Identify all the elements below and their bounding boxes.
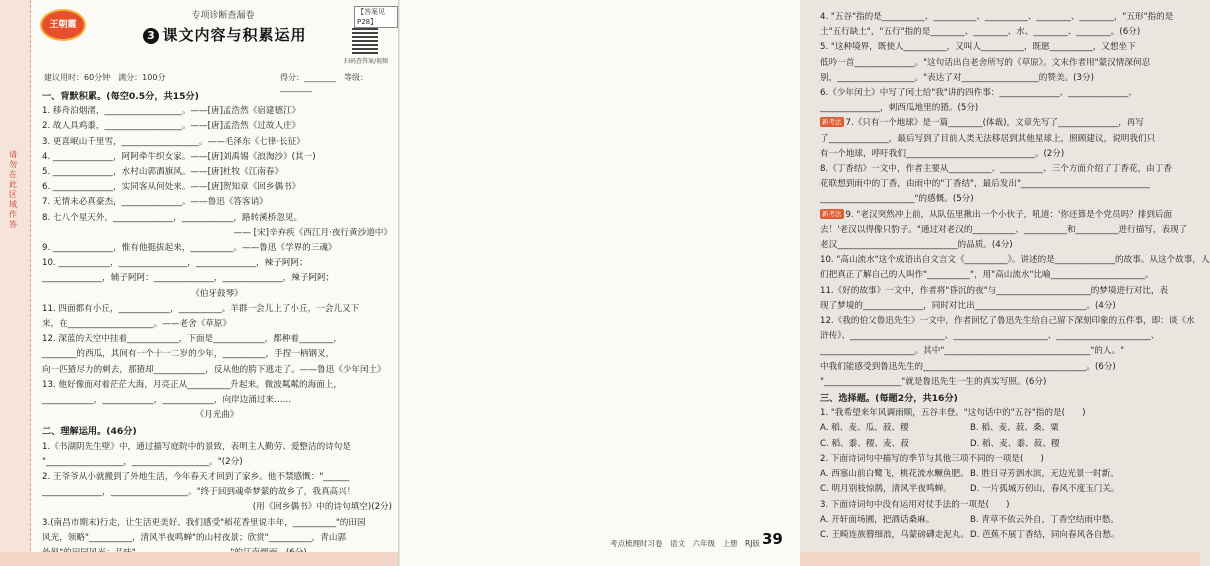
question-line xyxy=(820,406,1180,421)
option-a-c: C. 明月别枝惊鹊，清风半夜鸣蝉。 xyxy=(820,484,952,495)
question-line xyxy=(820,329,1180,344)
question-line xyxy=(820,101,1180,116)
title-number: 3 xyxy=(143,28,159,44)
question-line xyxy=(42,500,392,515)
question-line xyxy=(820,513,1180,528)
question-line xyxy=(42,287,392,302)
line-text: 11. 四面都有小丘，____________，__________。羊群一会儿上了小丘，一会儿又下 xyxy=(42,303,360,314)
left-bottom-band xyxy=(0,552,398,566)
question-line xyxy=(820,223,1188,238)
margin-warning: 请勿在此区域作答 xyxy=(9,150,17,229)
line-text: 5. ______________，水村山郭酒旗风。——[唐]杜牧《江南春》 xyxy=(42,167,284,178)
question-line xyxy=(820,482,1180,497)
line-text: 10. ____________，________________，______________，辣子阿阿； xyxy=(42,258,308,269)
question-line xyxy=(42,531,392,546)
question-line xyxy=(820,344,1180,359)
question-line xyxy=(42,256,392,271)
line-text: 2. 王爷爷从小就搬到了外地生活，今年春天才回到了家乡。他不禁感慨："______ xyxy=(42,472,350,483)
question-line xyxy=(820,25,1180,40)
line-text: 二、理解运用。(46分) xyxy=(42,426,137,438)
line-text: 12. 深蓝的天空中挂着____________，下面是____________，都种着________， xyxy=(42,334,342,345)
binding-margin xyxy=(0,0,31,566)
question-line xyxy=(42,119,392,134)
line-text: 三、选择题。(每题2分，共16分) xyxy=(820,393,958,405)
line-text: "__________________，__________________。"(2分) xyxy=(42,456,243,467)
line-text: 《伯牙鼓琴》 xyxy=(191,288,243,299)
question-line xyxy=(820,192,1180,207)
left-content xyxy=(42,88,392,561)
answer-reference: 【答案见P28】 xyxy=(354,6,398,28)
question-line xyxy=(820,467,1180,482)
line-text: 4. ______________，阿阿牵牛织女家。——[唐]刘禹锡《浪淘沙》(其一) xyxy=(42,151,316,162)
question-line xyxy=(820,56,1180,71)
question-line xyxy=(820,375,1180,390)
title-text: 课文内容与积累运用 xyxy=(162,26,307,44)
line-text: 9. ______________，惟有他挺拔起来，__________。——鲁迅《学界的三魂》 xyxy=(42,243,337,254)
section-heading xyxy=(42,424,392,439)
time-score: 建议用时：60分钟 满分：100分 xyxy=(44,73,166,82)
option-b-d: D. 一片孤城万仞山，春风不度玉门关。 xyxy=(970,484,1120,495)
right-bottom-band xyxy=(800,552,1200,566)
option-a-c: A. 开轩面场圃，把酒话桑麻。 xyxy=(820,514,935,525)
question-line xyxy=(820,299,1180,314)
line-text: 8. 七八个星天外，______________，____________，路转溪桥忽见。 xyxy=(42,212,303,223)
question-line xyxy=(820,10,1180,25)
question-line xyxy=(42,455,392,470)
line-text: 2. 下面诗词句中描写的季节与其他三项不同的一项是( ) xyxy=(820,453,1044,464)
exam-subtitle: 专项诊断查漏卷 xyxy=(191,11,255,21)
line-text: 来，在____________________。——老舍《草原》 xyxy=(42,319,232,330)
line-text: 别，__________________。"表达了对__________________的赞美。(3分) xyxy=(820,72,1094,83)
line-text: 土"五行缺土"，"五行"指的是________、________、水、________、________。(6分) xyxy=(820,27,1141,38)
question-line xyxy=(820,132,1180,147)
line-text: 向一匹猹尽力的刺去，那猹却____________，反从他的胯下逃走了。——鲁迅《少年闰土》 xyxy=(42,364,386,375)
option-b-d: B. 胜日寻芳泗水滨，无边光景一时新。 xyxy=(970,469,1119,480)
question-line xyxy=(820,208,1180,223)
line-text: 6. ______________，实同客从何处来。——[唐]贺知章《回乡偶书》 xyxy=(42,182,301,193)
line-text: 1. 移舟泊烟渚，__________________。——[唐]孟浩然《宿建德江》 xyxy=(42,106,301,117)
question-line xyxy=(42,165,392,180)
right-page xyxy=(400,0,1210,566)
line-text: 5. "这种境界，既使人__________，又叫人__________，既愿__________，又想坐下 xyxy=(820,42,1136,53)
line-text: —— [宋]辛弃疾《西江月·夜行黄沙道中》 xyxy=(233,227,392,238)
question-line xyxy=(820,162,1180,177)
line-text: 去！'老汉以得像只豹子。"通过对老汉的__________、__________和__________进行描写，表现了 xyxy=(820,224,1188,235)
qr-code-icon[interactable] xyxy=(352,28,378,54)
left-page xyxy=(0,0,399,566)
question-line xyxy=(820,528,1180,543)
question-line xyxy=(820,452,1180,467)
question-line xyxy=(820,314,1195,329)
line-text: ______________，刺西瓜地里的猹。(5分) xyxy=(820,103,979,114)
score-level: 得分：________ 等级：________ xyxy=(280,73,368,92)
line-text: "__________________"就是鲁迅先生一生的真实写照。(6分) xyxy=(820,376,1047,387)
line-text: 8.《丁香结》一文中，作者主要从__________、__________、三个方面介绍了丁香花，由丁香 xyxy=(820,164,1172,175)
line-text: 有一个地球，呼吁我们______________________________。(2分) xyxy=(820,148,1065,159)
line-text: 低吟一首______________。"这句话出自老舍所写的《草原》。文末作者用"蒙汉情深何忍 xyxy=(820,57,1151,68)
option-a-c: C. 稻、黍、稷、麦、菽 xyxy=(820,438,909,449)
line-text: 一、背默积累。(每空0.5分，共15分) xyxy=(42,91,199,102)
question-line xyxy=(42,195,392,210)
line-text: ________的西瓜，其间有一个十一二岁的少年，__________，手捏一柄钢叉， xyxy=(42,349,335,360)
line-text: 3.(南昌市期末)行走，让生活更美好。我们感受"稻花香里说丰年，__________"的田园 xyxy=(42,517,366,528)
exam-meta xyxy=(44,72,389,92)
question-line xyxy=(820,498,1180,513)
page-title xyxy=(120,24,330,45)
line-text: 7.《只有一个地球》是一篇________(体裁)，文章先写了______________，再写 xyxy=(845,118,1144,129)
line-text: 中我们能感受到鲁迅先生的______________________________________。(6分) xyxy=(820,361,1116,372)
option-a-c: A. 稻、麦、瓜、菽、稷 xyxy=(820,423,909,434)
brand-logo: 王朝霞 xyxy=(40,9,86,41)
line-text: 10. "高山流水"这个成语出自文言文《__________》。讲述的是______________的故事。从这个故事，人 xyxy=(820,255,1210,266)
line-text: 们把真正了解自己的人叫作"__________"，用"高山流水"比喻______________________。 xyxy=(820,270,1154,281)
question-line xyxy=(42,104,392,119)
line-text: 13. 他好像面对着茫茫大海，月亮正从__________升起来。微波粼粼的海面上， xyxy=(42,379,342,390)
line-text: 花联想到雨中的丁香，由雨中的"丁香结"，最后发出"______________________________ xyxy=(820,179,1150,190)
question-line xyxy=(820,40,1180,55)
line-text: 老汉____________________________的品质。(4分) xyxy=(820,240,1013,251)
line-text: 12.《我的伯父鲁迅先生》一文中，作者回忆了鲁迅先生给自己留下深刻印象的五件事，即：谈《水 xyxy=(820,316,1195,327)
line-text: 11.《好的故事》一文中，作者将"昏沉的夜"与______________________的梦境进行对比，表 xyxy=(820,285,1169,296)
question-line xyxy=(42,393,392,408)
question-line xyxy=(820,268,1180,283)
qr-caption: 扫码查答案/视频 xyxy=(344,58,389,65)
footer-text: 考点梳理时习卷 语文 六年级 上册 RJ版 xyxy=(610,539,760,548)
line-text: ______________，__________________。"终于回到魂牵梦萦的故乡了，我真高兴！ xyxy=(42,487,356,498)
line-text: 3. 下面诗词句中没有运用对仗手法的一项是( ) xyxy=(820,499,1010,510)
option-b-d: D. 稻、麦、黍、菽、稷 xyxy=(970,438,1060,449)
question-line xyxy=(820,284,1180,299)
line-text: 9. "老汉突然冲上前，从队伍里揪出一个小伙子，吼道：'你还算是个党员吗？排到后面 xyxy=(845,209,1173,220)
line-text: 1.《书湖阴先生壁》中，通过描写庭院中的景致，表明主人勤劳、爱整洁的诗句是 xyxy=(42,441,351,452)
line-text: (用《回乡偶书》中的诗句填空)(2分) xyxy=(252,502,392,513)
question-line xyxy=(42,363,392,378)
line-text: 《月光曲》 xyxy=(195,410,239,421)
question-line xyxy=(820,437,1180,452)
line-text: 1. "我希望来年风调雨顺，五谷丰登。"这句话中的"五谷"指的是( ) xyxy=(820,408,1086,419)
question-line xyxy=(820,71,1180,86)
option-b-d: B. 青草不依云外自，丁香空结雨中愁。 xyxy=(970,514,1119,525)
question-line xyxy=(42,226,392,241)
question-line xyxy=(820,116,1180,131)
option-a-c: C. 王畸连族簪细浪，乌蒙磅礴走泥丸。 xyxy=(820,529,969,540)
question-line xyxy=(820,177,1180,192)
line-text: 4. "五谷"指的是__________、__________、__________、________、________，"五形"指的是 xyxy=(820,12,1174,22)
question-line xyxy=(42,440,392,455)
question-line xyxy=(42,347,392,362)
question-line xyxy=(42,485,392,500)
question-line xyxy=(42,302,392,317)
question-line xyxy=(42,332,392,347)
question-line xyxy=(42,378,392,393)
question-line xyxy=(42,150,392,165)
line-text: 3. 更喜岷山千里雪，__________________。——毛泽东《七律·长征》 xyxy=(42,136,305,147)
question-line xyxy=(820,253,1210,268)
line-text: 浒传》、______________________、______________________、______________________、 xyxy=(820,331,1160,342)
question-line xyxy=(42,241,392,256)
new-format-badge: 新考法 xyxy=(822,209,842,218)
section-heading xyxy=(820,391,1180,406)
line-text: 2. 故人具鸡黍，__________________。——[唐]孟浩然《过故人庄》 xyxy=(42,121,301,132)
line-text: 7. 无情未必真豪杰，______________。——鲁迅《答客诮》 xyxy=(42,197,268,208)
line-text: 风光，领略"__________，清风半夜鸣蝉"的山村夜景；欣赏"__________，青山郭 xyxy=(42,532,347,543)
question-line xyxy=(42,317,392,332)
question-line xyxy=(820,360,1180,375)
line-text: ____________，____________，____________，向岸边涌过来…… xyxy=(42,395,292,406)
question-line xyxy=(42,135,392,150)
line-text: 6.《少年闰土》中写了闰土给"我"讲的四件事：______________、______________、 xyxy=(820,88,1137,99)
line-text: 现了梦境的______________，同时对比出__________________________。(4分) xyxy=(820,300,1116,311)
line-text: ______________，辅子阿阿：______________，______________，辣子阿阿； xyxy=(42,273,335,284)
section-heading xyxy=(42,89,392,104)
question-line xyxy=(42,408,392,423)
option-a-c: A. 西塞山前白鹭飞，桃花流水鳜鱼肥。 xyxy=(820,469,969,480)
line-text: ______________________"的感慨。(5分) xyxy=(820,194,974,205)
question-line xyxy=(42,211,392,226)
question-line xyxy=(820,238,1180,253)
question-line xyxy=(42,271,392,286)
question-line xyxy=(820,86,1180,101)
question-line xyxy=(820,147,1180,162)
page-number: 39 xyxy=(762,530,783,548)
question-line xyxy=(42,516,392,531)
right-content xyxy=(820,10,1210,543)
question-line xyxy=(820,421,1180,436)
question-line xyxy=(42,470,392,485)
line-text: ______________________。其中"__________________________________"的人。" xyxy=(820,346,1125,357)
new-format-badge: 新考法 xyxy=(822,118,842,127)
line-text: 了______________，最后写到了目前人类无法移居到其他星球上，照顾建议，说明我们只 xyxy=(820,133,1156,144)
question-line xyxy=(42,180,392,195)
option-b-d: B. 稻、麦、菽、桑、粟 xyxy=(970,423,1059,434)
option-b-d: D. 芭蕉不展丁香结，同向春风各自愁。 xyxy=(970,529,1120,540)
